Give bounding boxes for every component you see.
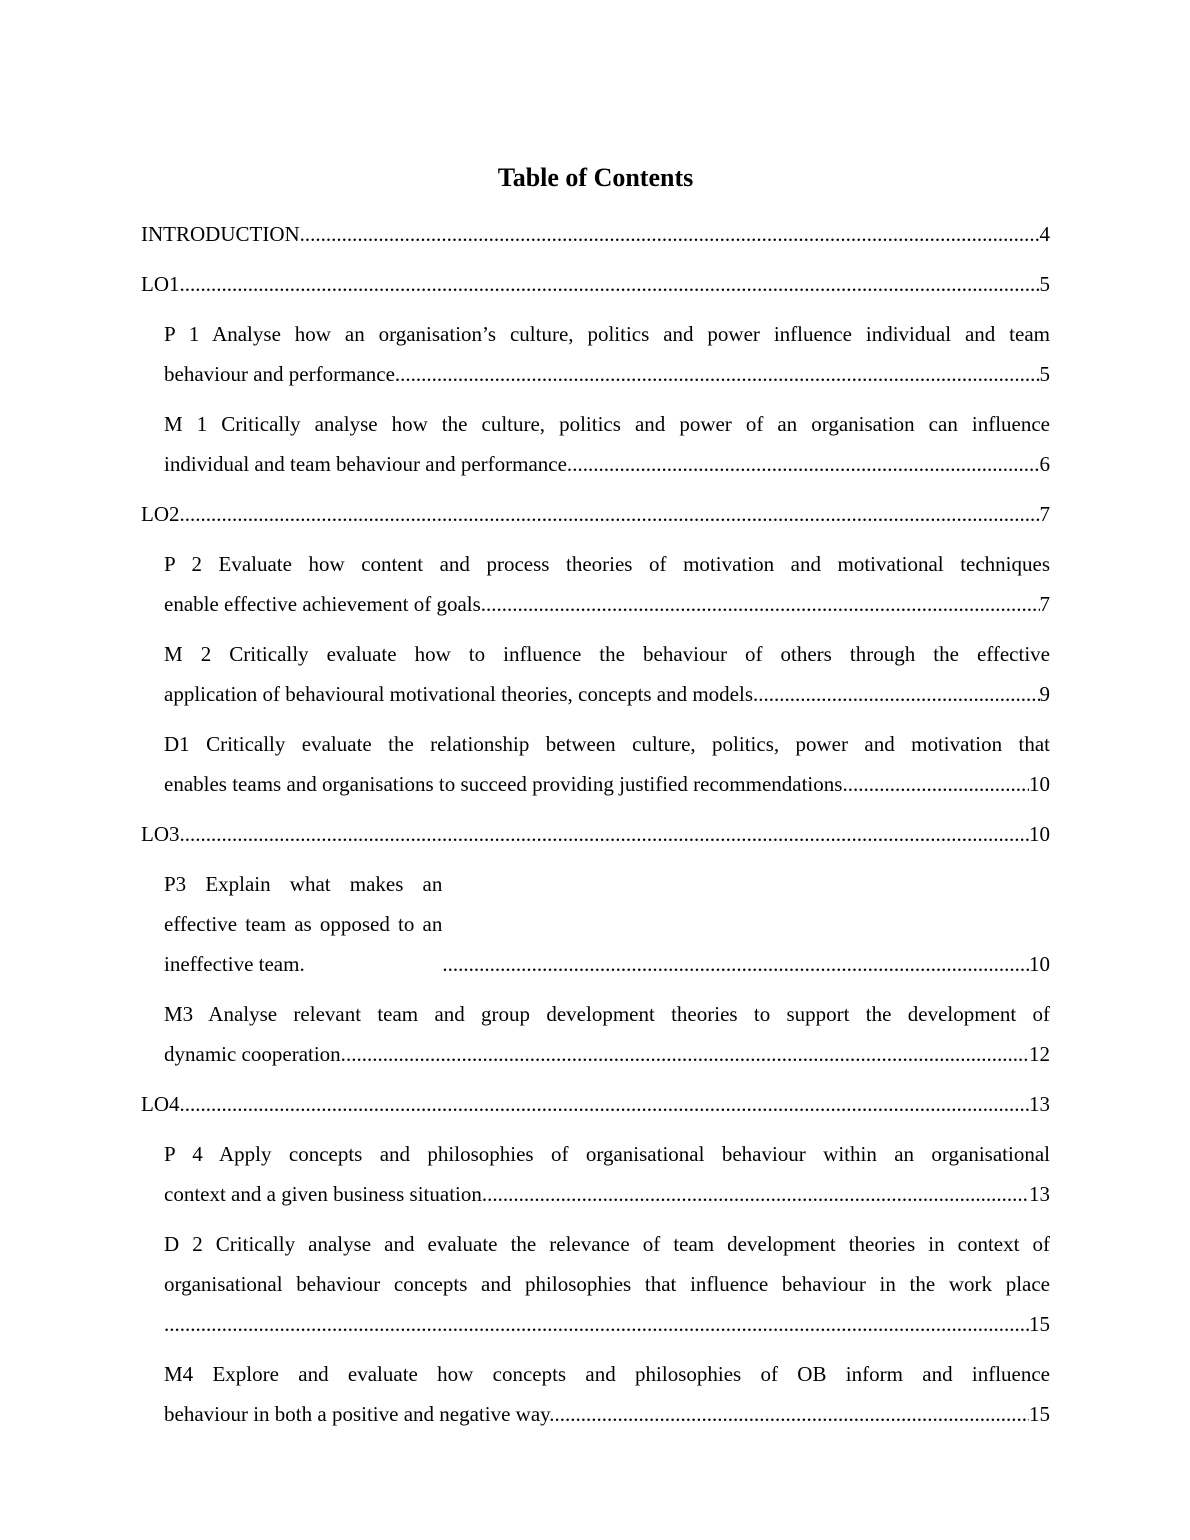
- toc-entry-text: P 1 Analyse how an organisation’s culture, politics and power influence individual and team: [164, 322, 1050, 346]
- toc-entry[interactable]: [141, 1134, 1050, 1214]
- toc-dot-leader: [555, 1394, 1029, 1434]
- toc-page-number: 13: [1029, 1182, 1050, 1206]
- toc-dot-leader: [346, 1034, 1029, 1074]
- toc-entry[interactable]: [141, 1224, 1050, 1344]
- toc-dot-leader: [572, 444, 1039, 484]
- toc-entry-text: organisational behaviour concepts and philosophies that influence behaviour in the work place: [164, 1272, 1050, 1296]
- toc-page-number: 7: [1039, 502, 1050, 526]
- toc-dot-leader: [180, 1084, 1030, 1124]
- toc-entry-last-line: [164, 1394, 1050, 1434]
- toc-page-number: 15: [1029, 1312, 1050, 1336]
- toc-entry-text: M 1 Critically analyse how the culture, politics and power of an organisation can influence: [164, 412, 1050, 436]
- toc-page-number: 10: [1029, 822, 1050, 846]
- toc-entry-text: M 2 Critically evaluate how to influence the behaviour of others through the effective: [164, 642, 1050, 666]
- toc-page-number: 12: [1029, 1042, 1050, 1066]
- toc-dot-leader: [300, 214, 1040, 254]
- toc-entry-last-line: [164, 1034, 1050, 1074]
- toc-entry-text: dynamic cooperation.: [164, 1042, 346, 1066]
- toc-entry[interactable]: [141, 264, 1050, 304]
- toc-dot-leader: [848, 764, 1029, 804]
- toc-dot-leader: [400, 354, 1039, 394]
- toc-dot-leader: [758, 674, 1039, 714]
- toc-entry-text: P 4 Apply concepts and philosophies of organisational behaviour within an organisational: [164, 1142, 1050, 1166]
- toc-entry[interactable]: [141, 214, 1050, 254]
- toc-page-number: 5: [1039, 272, 1050, 296]
- toc-entry[interactable]: [141, 544, 1050, 624]
- toc-entry-last-line: [164, 444, 1050, 484]
- toc-entry-text: application of behavioural motivational theories, concepts and models.: [164, 682, 759, 706]
- toc-list: [141, 214, 1050, 1434]
- toc-dot-leader: [180, 814, 1030, 854]
- toc-entry-text: LO1: [141, 272, 180, 296]
- toc-entry-text: D1 Critically evaluate the relationship between culture, politics, power and motivation that: [164, 732, 1050, 756]
- toc-page-number: 7: [1039, 592, 1050, 616]
- toc-entry[interactable]: [141, 814, 1050, 854]
- toc-page-number: 13: [1029, 1092, 1050, 1116]
- toc-entry-text: enable effective achievement of goals.: [164, 592, 487, 616]
- toc-entry-last-line: [164, 764, 1050, 804]
- toc-dot-leader: [180, 494, 1040, 534]
- toc-entry-text: behaviour and performance.: [164, 362, 401, 386]
- toc-entry-text: P 2 Evaluate how content and process theories of motivation and motivational techniques: [164, 552, 1050, 576]
- toc-dot-leader: [164, 1304, 1029, 1344]
- toc-entry[interactable]: [141, 724, 1050, 804]
- toc-entry[interactable]: [141, 634, 1050, 714]
- page-title: Table of Contents: [497, 163, 694, 192]
- toc-entry[interactable]: [141, 864, 1050, 984]
- toc-entry-text: LO4: [141, 1092, 180, 1116]
- toc-dot-leader: [487, 1174, 1029, 1214]
- toc-entry-text: enables teams and organisations to succeed providing justified recommendations.: [164, 772, 848, 796]
- document-page: [141, 158, 1050, 1444]
- toc-dot-leader: [486, 584, 1039, 624]
- toc-page-number: 15: [1029, 1402, 1050, 1426]
- toc-entry-text: D 2 Critically analyse and evaluate the relevance of team development theories in context of: [164, 1232, 1050, 1256]
- toc-page-number: 9: [1039, 682, 1050, 706]
- toc-page-number: 10: [1029, 952, 1050, 976]
- toc-page-number: 4: [1039, 222, 1050, 246]
- toc-entry-last-line: [164, 1304, 1050, 1344]
- toc-dot-leader: [180, 264, 1040, 304]
- toc-entry[interactable]: [141, 994, 1050, 1074]
- toc-entry-text: P3 Explain what makes an effective team as opposed to an ineffective team.: [164, 872, 443, 976]
- toc-entry-text: LO3: [141, 822, 180, 846]
- toc-entry[interactable]: [141, 314, 1050, 394]
- toc-entry-text: M4 Explore and evaluate how concepts and philosophies of OB inform and influence: [164, 1362, 1050, 1386]
- toc-entry-text: LO2: [141, 502, 180, 526]
- toc-page-number: 5: [1039, 362, 1050, 386]
- toc-entry-text: M3 Analyse relevant team and group development theories to support the development of: [164, 1002, 1050, 1026]
- toc-entry[interactable]: [141, 1084, 1050, 1124]
- toc-page-number: 6: [1039, 452, 1050, 476]
- toc-entry-text: behaviour in both a positive and negative way.: [164, 1402, 555, 1426]
- toc-entry-last-line: [164, 354, 1050, 394]
- toc-entry-text: INTRODUCTION: [141, 222, 300, 246]
- toc-entry-last-line: [164, 1174, 1050, 1214]
- toc-dot-leader: [442, 944, 1029, 984]
- toc-entry[interactable]: [141, 1354, 1050, 1434]
- toc-entry-last-line: [164, 584, 1050, 624]
- toc-entry-last-line: [164, 674, 1050, 714]
- toc-entry-text: individual and team behaviour and performance.: [164, 452, 573, 476]
- toc-entry[interactable]: [141, 404, 1050, 484]
- toc-page-number: 10: [1029, 772, 1050, 796]
- toc-entry[interactable]: [141, 494, 1050, 534]
- toc-entry-text: context and a given business situation.: [164, 1182, 488, 1206]
